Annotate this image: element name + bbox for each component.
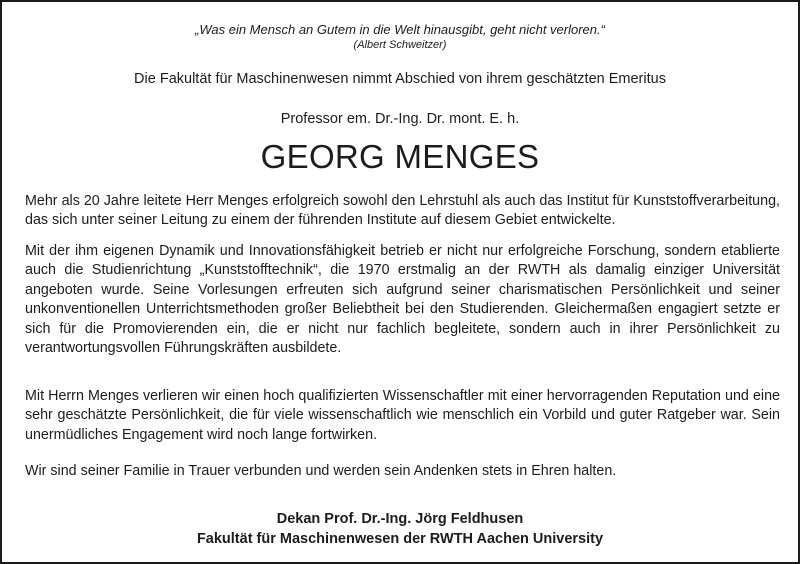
- body-paragraph-1: Mehr als 20 Jahre leitete Herr Menges erfolgreich sowohl den Lehrstuhl als auch das Institut für Kunststoffverarbeitung, das sich unter seiner Leitung zu einem der führenden Institute auf diesem Gebiet entwickelte.: [25, 193, 780, 229]
- deceased-name: GEORG MENGES: [260, 138, 540, 175]
- epigraph-quote: „Was ein Mensch an Gutem in die Welt hinausgibt, geht nicht verloren.“: [195, 22, 605, 37]
- announcement-line: Die Fakultät für Maschinenwesen nimmt Abschied von ihrem geschätzten Emeritus: [134, 71, 666, 87]
- body-paragraph-3: Mit Herrn Menges verlieren wir einen hoch qualifizierten Wissenschaftler mit einer hervorragenden Reputation und eine sehr geschätzte Persönlichkeit, die für viele wissenschaftlich wie menschlich ein Vorbild und guter Ratgeber war. Sein unermüdliches Engagement wird noch lange fortwirken.: [25, 388, 780, 443]
- body-paragraph-4: Wir sind seiner Familie in Trauer verbunden und werden sein Andenken stets in Ehren halten.: [25, 463, 617, 479]
- epigraph-author: (Albert Schweitzer): [353, 39, 447, 51]
- signature-dean: Dekan Prof. Dr.-Ing. Jörg Feldhusen: [276, 511, 524, 527]
- honorific-title: Professor em. Dr.-Ing. Dr. mont. E. h.: [280, 111, 520, 127]
- body-paragraph-2: Mit der ihm eigenen Dynamik und Innovationsfähigkeit betrieb er nicht nur erfolgreiche Forschung, sondern etablierte auch die Studienrichtung „Kunststofftechnik“, die 1970 erstmalig an der RWTH als damalig einziger Universität angeboten wurde. Seine Vorlesungen erfreuten sich aufgrund seiner charismatischen Persönlichkeit und seiner unkonventionellen Unterrichtsmethoden großer Beliebtheit bei den Studierenden. Gleichermaßen engagiert setzte er sich für die Promovierenden ein, die er nicht nur fachlich begleitete, sondern auch in ihrer Persönlichkeit zu verantwortungsvollen Führungskräften ausbildete.: [25, 243, 780, 357]
- signature-faculty: Fakultät für Maschinenwesen der RWTH Aachen University: [196, 531, 604, 547]
